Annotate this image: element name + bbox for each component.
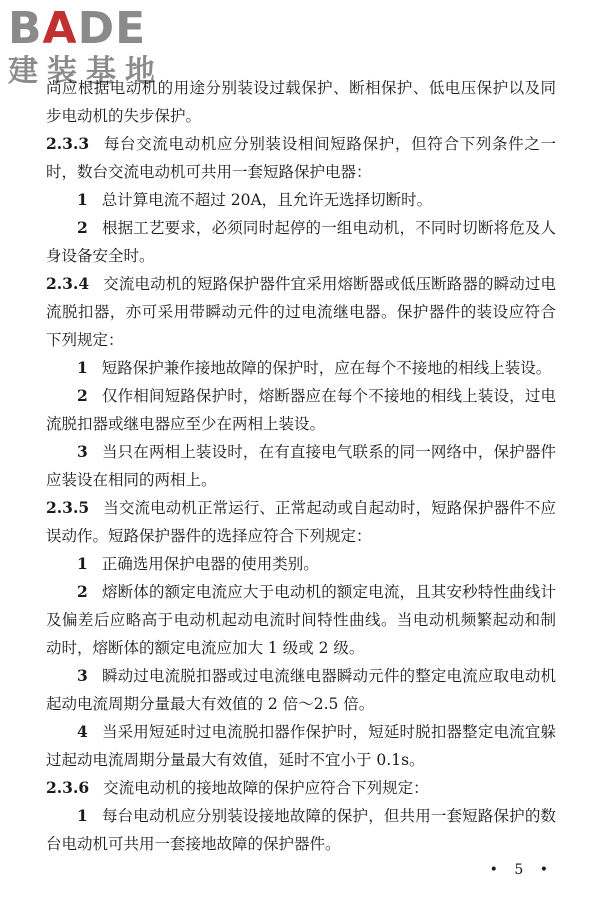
- item-number: 1: [77, 358, 88, 377]
- logo-subtitle: 建装基地: [8, 54, 164, 89]
- item-number: 3: [77, 442, 88, 461]
- list-item: [46, 354, 556, 382]
- logo-wordmark: [8, 4, 146, 54]
- paragraph-text: 每台交流电动机应分别装设相间短路保护，但符合下列条件之一时，数台交流电动机可共用一套短路保护电器：: [46, 135, 556, 181]
- list-item: [46, 662, 556, 718]
- item-number: 1: [77, 806, 88, 825]
- item-number: 4: [77, 722, 88, 741]
- paragraph-text: 交流电动机的短路保护器件宜采用熔断器或低压断路器的瞬动过电流脱扣器，亦可采用带瞬动元件的过电流继电器。保护器件的装设应符合下列规定：: [46, 275, 556, 349]
- section-2-3-4: [46, 270, 556, 354]
- paragraph-text: 当采用短延时过电流脱扣器作保护时，短延时脱扣器整定电流宜躲过起动电流周期分量最大有效值，延时不宜小于 0.1s。: [46, 723, 556, 769]
- logo-letters-de: DE: [77, 3, 147, 54]
- logo-letter-b: B: [8, 3, 43, 54]
- item-number: 3: [77, 666, 88, 685]
- item-number: 2: [77, 218, 88, 237]
- paragraph-continuation: [46, 74, 556, 130]
- paragraph-text: 短路保护兼作接地故障的保护时，应在每个不接地的相线上装设。: [101, 359, 552, 377]
- section-number: 2.3.4: [46, 274, 90, 293]
- list-item: [46, 438, 556, 494]
- paragraph-text: 熔断体的额定电流应大于电动机的额定电流，且其安秒特性曲线计及偏差后应略高于电动机起动电流时间特性曲线。当电动机频繁起动和制动时，熔断体的额定电流应加大 1 级或 2 级。: [46, 583, 556, 657]
- logo-letter-a: A: [42, 3, 78, 54]
- section-number: 2.3.5: [46, 498, 90, 517]
- paragraph-text: 当交流电动机正常运行、正常起动或自起动时，短路保护器件不应误动作。短路保护器件的选择应符合下列规定：: [46, 499, 556, 545]
- section-number: 2.3.3: [46, 134, 90, 153]
- item-number: 2: [77, 386, 88, 405]
- list-item: [46, 802, 556, 858]
- paragraph-text: 根据工艺要求，必须同时起停的一组电动机，不同时切断将危及人身设备安全时。: [46, 219, 556, 265]
- item-number: 2: [77, 582, 88, 601]
- section-2-3-6: [46, 774, 556, 802]
- list-item: [46, 550, 556, 578]
- paragraph-text: 尚应根据电动机的用途分别装设过载保护、断相保护、低电压保护以及同步电动机的失步保护。: [46, 79, 556, 125]
- paragraph-text: 瞬动过电流脱扣器或过电流继电器瞬动元件的整定电流应取电动机起动电流周期分量最大有效值的 2 倍～2.5 倍。: [46, 667, 556, 713]
- list-item: [46, 578, 556, 662]
- list-item: [46, 186, 556, 214]
- section-number: 2.3.6: [46, 778, 90, 797]
- section-2-3-5: [46, 494, 556, 550]
- paragraph-text: 当只在两相上装设时，在有直接电气联系的同一网络中，保护器件应装设在相同的两相上。: [46, 443, 556, 489]
- page-number: • 5 •: [489, 862, 554, 878]
- paragraph-text: 交流电动机的接地故障的保护应符合下列规定：: [103, 779, 429, 797]
- document-body: [46, 74, 556, 858]
- paragraph-text: 正确选用保护电器的使用类别。: [101, 555, 319, 573]
- paragraph-text: 每台电动机应分别装设接地故障的保护，但共用一套短路保护的数台电动机可共用一套接地故障的保护器件。: [46, 807, 556, 853]
- list-item: [46, 718, 556, 774]
- paragraph-text: 总计算电流不超过 20A，且允许无选择切断时。: [101, 191, 433, 209]
- list-item: [46, 382, 556, 438]
- section-2-3-3: [46, 130, 556, 186]
- item-number: 1: [77, 190, 88, 209]
- paragraph-text: 仅作相间短路保护时，熔断器应在每个不接地的相线上装设，过电流脱扣器或继电器应至少在两相上装设。: [46, 387, 556, 433]
- list-item: [46, 214, 556, 270]
- item-number: 1: [77, 554, 88, 573]
